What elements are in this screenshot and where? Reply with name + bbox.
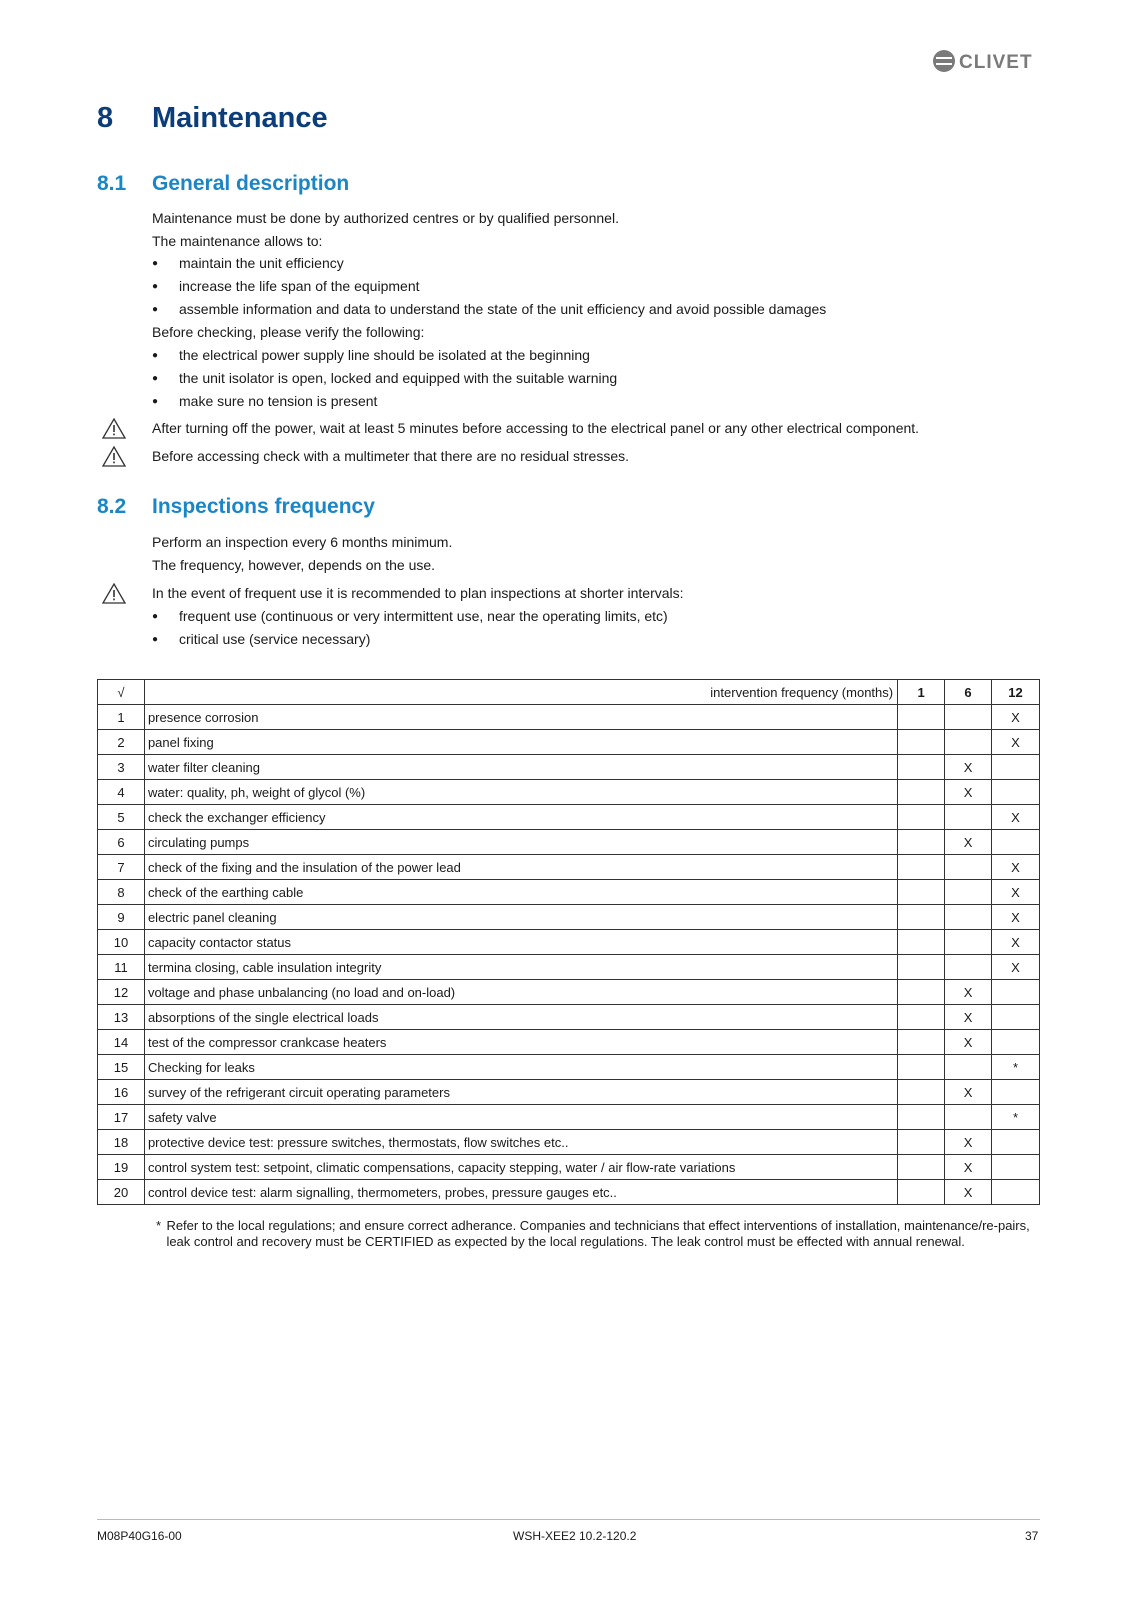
row-number: 6 <box>98 830 145 855</box>
inspection-frequency-table <box>97 679 1040 1205</box>
row-month-1 <box>898 1055 945 1080</box>
row-month-6: X <box>945 1080 992 1105</box>
row-month-6 <box>945 805 992 830</box>
row-number: 2 <box>98 730 145 755</box>
table-row <box>98 1180 1040 1205</box>
row-number: 14 <box>98 1030 145 1055</box>
bullet-icon: ● <box>152 281 159 292</box>
warning-icon <box>102 583 152 604</box>
row-month-1 <box>898 1105 945 1130</box>
row-month-1 <box>898 705 945 730</box>
row-description: electric panel cleaning <box>144 905 897 930</box>
bullet-icon: ● <box>152 373 159 384</box>
row-number: 19 <box>98 1155 145 1180</box>
table-row <box>98 1155 1040 1180</box>
table-row <box>98 1030 1040 1055</box>
row-month-12 <box>992 830 1040 855</box>
section-number: 8.2 <box>97 495 127 518</box>
row-month-6 <box>945 905 992 930</box>
row-month-1 <box>898 1080 945 1105</box>
row-month-6 <box>945 955 992 980</box>
table-row <box>98 955 1040 980</box>
footnote-marker: * <box>156 1218 162 1233</box>
row-number: 13 <box>98 1005 145 1030</box>
paragraph-before: Before checking, please verify the following: <box>152 324 425 340</box>
row-description: survey of the refrigerant circuit operating parameters <box>144 1080 897 1105</box>
warning-icon <box>102 446 152 467</box>
row-description: panel fixing <box>144 730 897 755</box>
row-month-12 <box>992 1130 1040 1155</box>
row-description: safety valve <box>144 1105 897 1130</box>
row-month-12 <box>992 980 1040 1005</box>
header-month-1: 1 <box>898 680 945 705</box>
row-number: 4 <box>98 780 145 805</box>
row-month-12 <box>992 1155 1040 1180</box>
row-month-12: X <box>992 705 1040 730</box>
row-month-12 <box>992 780 1040 805</box>
table-row <box>98 1005 1040 1030</box>
row-month-1 <box>898 780 945 805</box>
table-row <box>98 830 1040 855</box>
row-description: water: quality, ph, weight of glycol (%) <box>144 780 897 805</box>
row-month-12: X <box>992 730 1040 755</box>
row-number: 3 <box>98 755 145 780</box>
page-title-number: 8 <box>97 102 114 134</box>
row-number: 5 <box>98 805 145 830</box>
row-month-1 <box>898 1180 945 1205</box>
row-month-1 <box>898 905 945 930</box>
list-item: ● increase the life span of the equipment <box>152 275 420 298</box>
row-month-12: * <box>992 1105 1040 1130</box>
table-row <box>98 980 1040 1005</box>
table-row <box>98 1130 1040 1155</box>
page-title-text: Maintenance <box>152 102 328 134</box>
table-row <box>98 755 1040 780</box>
header-label: intervention frequency (months) <box>144 680 897 705</box>
row-description: control device test: alarm signalling, thermometers, probes, pressure gauges etc.. <box>144 1180 897 1205</box>
list-item: ● maintain the unit efficiency <box>152 252 344 275</box>
footer-document-code: M08P40G16-00 <box>97 1529 182 1543</box>
table-row <box>98 730 1040 755</box>
row-month-1 <box>898 1130 945 1155</box>
footer-page-number: 37 <box>1025 1529 1039 1543</box>
row-description: control system test: setpoint, climatic compensations, capacity stepping, water / air flow-rate variations <box>144 1155 897 1180</box>
row-month-1 <box>898 755 945 780</box>
header-month-6: 6 <box>945 680 992 705</box>
row-description: circulating pumps <box>144 830 897 855</box>
row-month-6: X <box>945 1180 992 1205</box>
bullet-icon: ● <box>152 396 159 407</box>
row-month-6 <box>945 730 992 755</box>
bullet-icon: ● <box>152 258 159 269</box>
row-month-12: X <box>992 805 1040 830</box>
row-month-6 <box>945 855 992 880</box>
bullet-icon: ● <box>152 304 159 315</box>
table-row <box>98 1080 1040 1105</box>
footnote-text: Refer to the local regulations; and ensure correct adherance. Companies and technicians that effect interventions of installation, maintenance/re-pairs, leak control and recovery must be CERTIFIED as expected by the local regulations. The leak control must be effected with annual renewal. <box>166 1218 1030 1249</box>
row-number: 10 <box>98 930 145 955</box>
table-row <box>98 905 1040 930</box>
row-month-6: X <box>945 1130 992 1155</box>
row-month-6: X <box>945 830 992 855</box>
row-number: 11 <box>98 955 145 980</box>
row-month-6 <box>945 1055 992 1080</box>
paragraph-inspection: Perform an inspection every 6 months minimum. <box>152 534 453 550</box>
row-description: check the exchanger efficiency <box>144 805 897 830</box>
bullet-icon: ● <box>152 350 159 361</box>
row-month-6: X <box>945 1030 992 1055</box>
list-item: ● the electrical power supply line should be isolated at the beginning <box>152 344 590 367</box>
row-month-1 <box>898 955 945 980</box>
row-number: 17 <box>98 1105 145 1130</box>
row-month-1 <box>898 1005 945 1030</box>
row-number: 16 <box>98 1080 145 1105</box>
header-month-12: 12 <box>992 680 1040 705</box>
table-row <box>98 1055 1040 1080</box>
section-title: Inspections frequency <box>152 495 375 518</box>
row-month-6: X <box>945 755 992 780</box>
row-number: 8 <box>98 880 145 905</box>
row-month-12 <box>992 1080 1040 1105</box>
table-header-row <box>98 680 1040 705</box>
table-row <box>98 780 1040 805</box>
footer-divider <box>97 1519 1040 1520</box>
table-row <box>98 930 1040 955</box>
row-month-12: X <box>992 930 1040 955</box>
section-number: 8.1 <box>97 172 127 195</box>
list-item: ● frequent use (continuous or very intermittent use, near the operating limits, etc) <box>152 605 668 628</box>
row-number: 1 <box>98 705 145 730</box>
table-row <box>98 1105 1040 1130</box>
row-month-6 <box>945 705 992 730</box>
warning-note <box>102 582 684 605</box>
row-description: Checking for leaks <box>144 1055 897 1080</box>
section-heading-general <box>97 172 349 196</box>
warning-note <box>102 445 629 468</box>
brand-logo-text: CLIVET <box>959 52 1033 73</box>
row-month-1 <box>898 730 945 755</box>
list-item: ● the unit isolator is open, locked and equipped with the suitable warning <box>152 367 617 390</box>
row-month-12 <box>992 1005 1040 1030</box>
warning-text: After turning off the power, wait at least 5 minutes before accessing to the electrical panel or any other electrical component. <box>152 420 920 436</box>
list-item: ● critical use (service necessary) <box>152 628 370 651</box>
paragraph-intro: Maintenance must be done by authorized centres or by qualified personnel. <box>152 210 619 226</box>
section-title: General description <box>152 172 350 195</box>
warning-note <box>102 417 919 440</box>
row-month-6: X <box>945 780 992 805</box>
row-number: 12 <box>98 980 145 1005</box>
warning-icon <box>102 418 152 439</box>
list-item: ● assemble information and data to understand the state of the unit efficiency and avoid possible damages <box>152 298 826 321</box>
row-month-1 <box>898 805 945 830</box>
brand-logo <box>932 48 1042 74</box>
row-number: 7 <box>98 855 145 880</box>
table-row <box>98 855 1040 880</box>
footer-model: WSH-XEE2 10.2-120.2 <box>513 1529 637 1543</box>
row-month-1 <box>898 855 945 880</box>
paragraph-frequency: The frequency, however, depends on the use. <box>152 557 436 573</box>
row-number: 18 <box>98 1130 145 1155</box>
row-month-1 <box>898 980 945 1005</box>
row-description: test of the compressor crankcase heaters <box>144 1030 897 1055</box>
row-month-12 <box>992 755 1040 780</box>
row-month-1 <box>898 1155 945 1180</box>
warning-text: In the event of frequent use it is recommended to plan inspections at shorter intervals: <box>152 585 684 601</box>
row-month-12 <box>992 1030 1040 1055</box>
row-month-6: X <box>945 1005 992 1030</box>
row-month-12 <box>992 1180 1040 1205</box>
row-month-6: X <box>945 980 992 1005</box>
row-description: voltage and phase unbalancing (no load and on-load) <box>144 980 897 1005</box>
row-month-6 <box>945 930 992 955</box>
warning-text: Before accessing check with a multimeter that there are no residual stresses. <box>152 448 629 464</box>
row-month-12: * <box>992 1055 1040 1080</box>
paragraph-allows: The maintenance allows to: <box>152 233 323 249</box>
row-number: 20 <box>98 1180 145 1205</box>
row-description: absorptions of the single electrical loads <box>144 1005 897 1030</box>
row-month-1 <box>898 830 945 855</box>
row-number: 9 <box>98 905 145 930</box>
bullet-icon: ● <box>152 611 159 622</box>
row-month-6: X <box>945 1155 992 1180</box>
table-row <box>98 805 1040 830</box>
row-month-12: X <box>992 880 1040 905</box>
row-month-1 <box>898 1030 945 1055</box>
row-month-12: X <box>992 855 1040 880</box>
section-heading-inspections <box>97 495 375 519</box>
list-item: ● make sure no tension is present <box>152 390 377 413</box>
footnote <box>156 1218 1036 1250</box>
header-check-icon: √ <box>98 680 145 705</box>
row-month-12: X <box>992 905 1040 930</box>
row-month-12: X <box>992 955 1040 980</box>
row-month-6 <box>945 880 992 905</box>
table-row <box>98 880 1040 905</box>
page-title <box>97 102 328 135</box>
table-row <box>98 705 1040 730</box>
row-description: water filter cleaning <box>144 755 897 780</box>
bullet-icon: ● <box>152 634 159 645</box>
row-description: capacity contactor status <box>144 930 897 955</box>
row-month-1 <box>898 930 945 955</box>
row-month-1 <box>898 880 945 905</box>
row-description: termina closing, cable insulation integrity <box>144 955 897 980</box>
row-description: check of the earthing cable <box>144 880 897 905</box>
row-description: check of the fixing and the insulation of the power lead <box>144 855 897 880</box>
row-number: 15 <box>98 1055 145 1080</box>
row-description: presence corrosion <box>144 705 897 730</box>
row-month-6 <box>945 1105 992 1130</box>
row-description: protective device test: pressure switches, thermostats, flow switches etc.. <box>144 1130 897 1155</box>
